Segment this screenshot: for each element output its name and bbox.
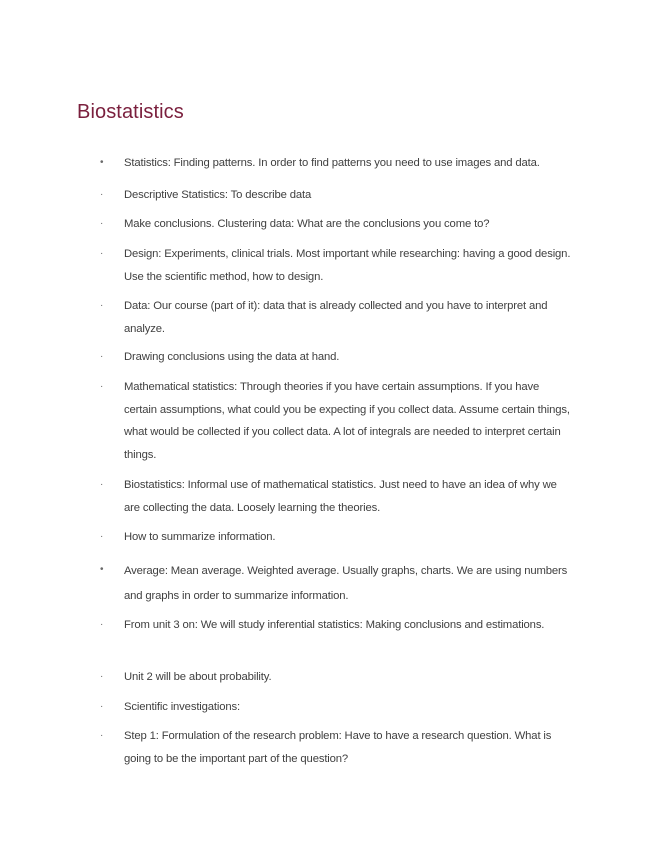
bullet-marker: · xyxy=(100,351,104,362)
list-item-text: Average: Mean average. Weighted average. Usually graphs, charts. We are using numbers and graphs in order to summarize information. xyxy=(124,565,571,602)
bullet-marker: · xyxy=(100,218,104,229)
bullet-marker: · xyxy=(100,300,104,311)
bullet-marker: · xyxy=(100,730,104,741)
bullet-marker: · xyxy=(100,671,104,682)
bullet-marker: · xyxy=(100,248,104,259)
bullet-marker: · xyxy=(100,479,104,490)
bullet-marker: · xyxy=(100,189,104,200)
list-item-text: Data: Our course (part of it): data that is already collected and you have to interpret and analyze. xyxy=(124,300,551,335)
list-item-text: Step 1: Formulation of the research problem: Have to have a research question. What is going to be the important part of the question? xyxy=(124,730,555,765)
document-title: Biostatistics xyxy=(77,101,184,123)
list-item-text: How to summarize information. xyxy=(124,531,276,543)
bullet-marker: · xyxy=(100,531,104,542)
list-item-text: From unit 3 on: We will study inferential statistics: Making conclusions and estimations. xyxy=(124,619,545,631)
bullet-marker: • xyxy=(100,564,104,575)
list-item-text: Unit 2 will be about probability. xyxy=(124,671,272,683)
list-item-text: Make conclusions. Clustering data: What are the conclusions you come to? xyxy=(124,218,490,230)
list-item-text: Mathematical statistics: Through theories if you have certain assumptions. If you have certain assumptions, what could you be expecting if you collect data. Assume certain things, what would be collected if you collect data. A lot of integrals are needed to interpret certain things. xyxy=(124,381,573,461)
bullet-marker: • xyxy=(100,157,104,168)
list-item-text: Drawing conclusions using the data at hand. xyxy=(124,351,340,363)
list-item-text: Biostatistics: Informal use of mathematical statistics. Just need to have an idea of why we are collecting the data. Loosely learning the theories. xyxy=(124,479,560,514)
list-item-text: Design: Experiments, clinical trials. Most important while researching: having a good design. Use the scientific method, how to design. xyxy=(124,248,574,283)
list-item-text: Scientific investigations: xyxy=(124,701,241,713)
bullet-marker: · xyxy=(100,619,104,630)
bullet-marker: · xyxy=(100,381,104,392)
bullet-marker: · xyxy=(100,701,104,712)
list-item-text: Descriptive Statistics: To describe data xyxy=(124,189,312,201)
list-item-text: Statistics: Finding patterns. In order to find patterns you need to use images and data. xyxy=(124,157,540,169)
